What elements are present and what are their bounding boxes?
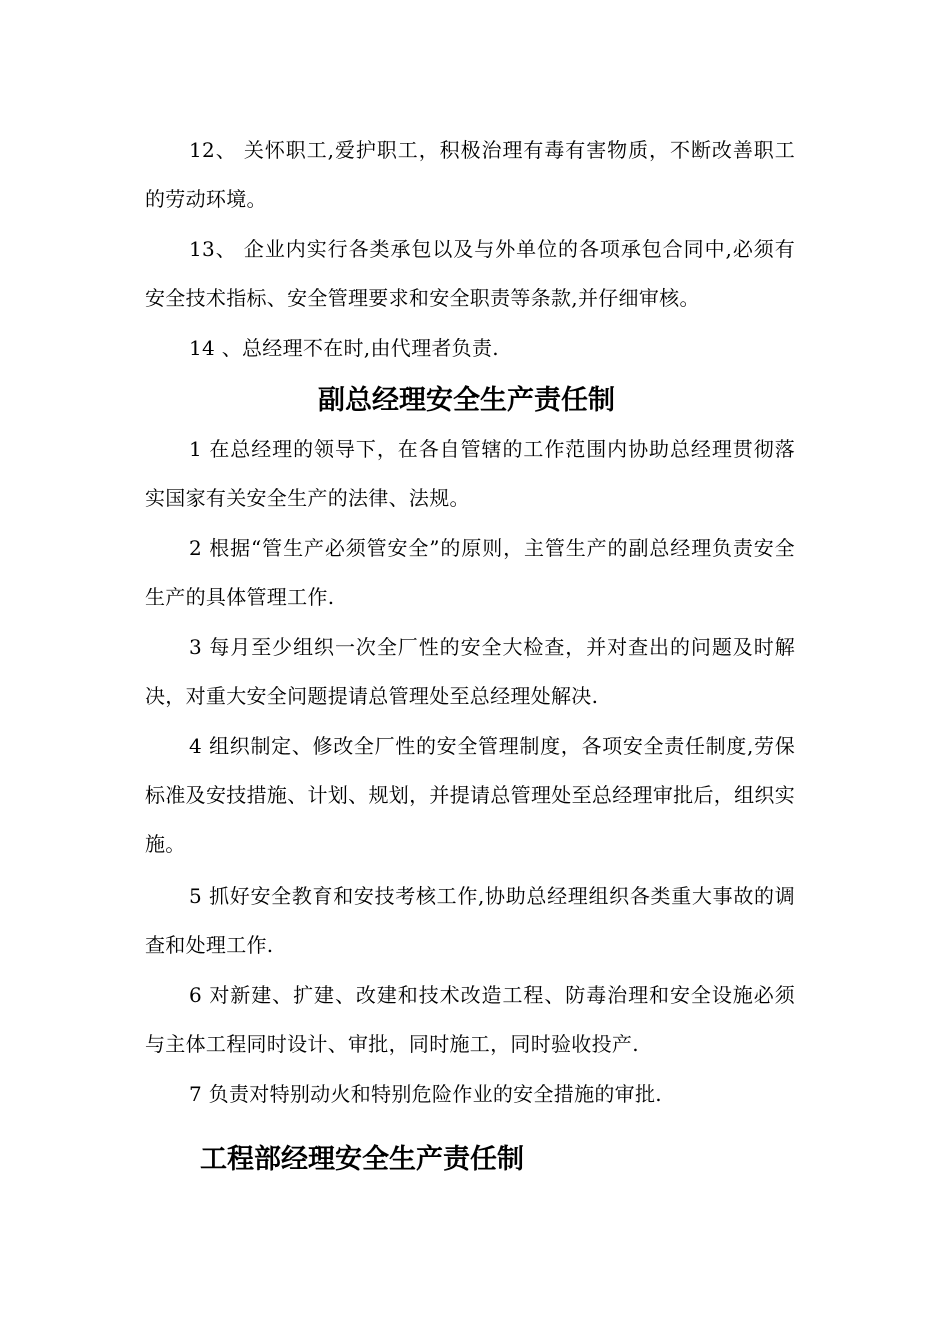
section-heading-deputy-gm: 副总经理安全生产责任制 [318,385,615,416]
paragraph-item-13: 13、 企业内实行各类承包以及与外单位的各项承包合同中,必须有安全技术指标、安全管理要求和安全职责等条款,并仔细审核。 [145,237,795,310]
paragraph-deputy-item-6: 6 对新建、扩建、改建和技术改造工程、防毒治理和安全设施必须与主体工程同时设计、审批，同时施工，同时验收投产. [145,983,795,1056]
paragraph-deputy-item-5: 5 抓好安全教育和安技考核工作,协助总经理组织各类重大事故的调查和处理工作. [145,884,795,957]
section-heading-engineering-manager: 工程部经理安全生产责任制 [200,1144,524,1175]
paragraph-deputy-item-1: 1 在总经理的领导下，在各自管辖的工作范围内协助总经理贯彻落实国家有关安全生产的法律、法规。 [145,437,795,510]
paragraph-deputy-item-7: 7 负责对特别动火和特别危险作业的安全措施的审批. [189,1082,662,1106]
paragraph-deputy-item-2: 2 根据“管生产必须管安全”的原则，主管生产的副总经理负责安全生产的具体管理工作. [145,536,795,609]
paragraph-deputy-item-3: 3 每月至少组织一次全厂性的安全大检查，并对查出的问题及时解决，对重大安全问题提请总管理处至总经理处解决. [145,635,795,708]
paragraph-deputy-item-4: 4 组织制定、修改全厂性的安全管理制度，各项安全责任制度,劳保标准及安技措施、计划、规划，并提请总管理处至总经理审批后，组织实施。 [145,734,795,856]
paragraph-item-12: 12、 关怀职工,爱护职工，积极治理有毒有害物质，不断改善职工的劳动环境。 [145,138,795,211]
paragraph-item-14: 14 、总经理不在时,由代理者负责. [189,336,499,360]
